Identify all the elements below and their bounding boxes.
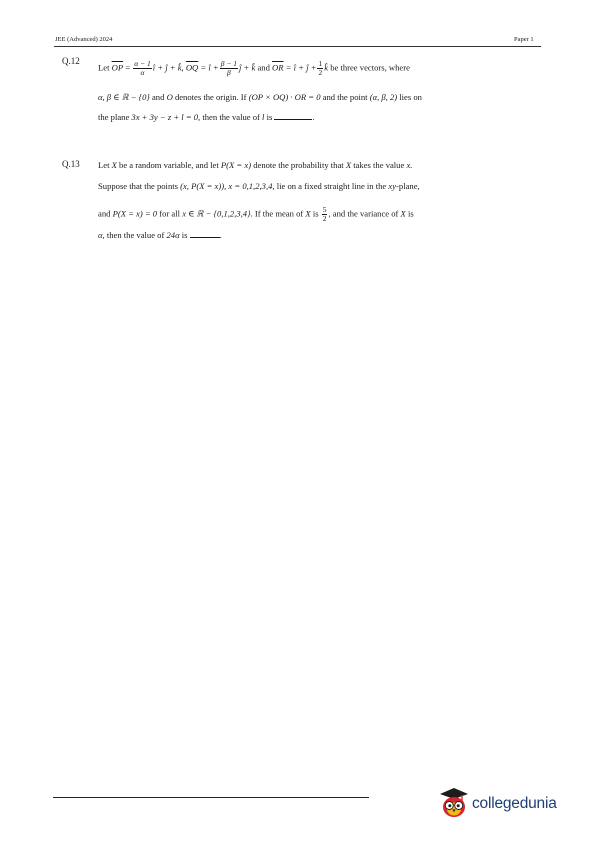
vector-op: $\overline{OP}$: [111, 62, 124, 73]
answer-expression: 24α: [166, 230, 180, 240]
vector-or: $\overline{OR}$: [272, 62, 284, 73]
q13-text: is: [181, 230, 188, 240]
q12-line-3: [98, 111, 543, 123]
q13-text: , and the variance of: [328, 208, 399, 219]
q12-text: is: [266, 112, 273, 122]
question-number-12: Q.12: [62, 56, 80, 66]
or-tail: k̂: [324, 62, 329, 73]
probability-zero-expr: P(X = x) = 0: [112, 208, 158, 219]
q13-period: .: [219, 230, 222, 240]
oq-denominator: β: [226, 68, 231, 77]
q13-text: be a random variable, and let: [119, 160, 219, 170]
mean-numerator: 5: [322, 205, 327, 214]
vector-oq: $\overline{OQ}$: [185, 62, 199, 73]
mean-fraction: [322, 206, 328, 223]
oq-fraction: [220, 60, 238, 77]
or-head: = î + ĵ +: [285, 62, 317, 73]
q13-text: Suppose that the points: [98, 181, 178, 191]
origin-symbol: O: [166, 92, 173, 102]
point-coordinates: (α, β, 2): [369, 92, 398, 102]
oq-tail: ĵ + k̂: [239, 62, 256, 73]
op-tail: î + ĵ + k̂,: [152, 62, 184, 73]
q12-line-2: [98, 91, 543, 103]
answer-blank: [190, 237, 220, 238]
oq-head: = î +: [200, 62, 219, 73]
logo-wordmark: collegedunia: [472, 795, 557, 812]
q13-text: is: [407, 208, 414, 219]
q13-text: lie on a fixed straight line in the: [276, 181, 387, 191]
excluded-set: x ∈ ℝ − {0,1,2,3,4}.: [182, 208, 253, 219]
probability-expr: P(X = x): [220, 160, 252, 170]
collegedunia-logo: [437, 782, 557, 822]
q12-text: then the value of: [202, 112, 260, 122]
header-divider: [54, 46, 541, 47]
alpha-symbol: α,: [98, 230, 105, 240]
op-numerator: α − 1: [134, 59, 151, 68]
mean-denominator: 2: [322, 214, 327, 223]
paper-label: Paper 1: [514, 36, 534, 43]
q12-and: and: [257, 62, 270, 73]
q12-text: denotes the origin. If: [174, 92, 247, 102]
q13-text: denote the probability that: [253, 160, 344, 170]
q13-text: If the mean of: [254, 208, 304, 219]
random-variable-x: X: [345, 160, 352, 170]
op-fraction: [133, 60, 152, 77]
points-expr: (x, P(X = x)),: [180, 181, 227, 191]
q13-text: is: [312, 208, 319, 219]
or-fraction: [317, 60, 323, 77]
q13-line-1: [98, 159, 543, 171]
q12-text: and the point: [322, 92, 368, 102]
exam-title: JEE (Advanced) 2024: [55, 36, 113, 43]
q13-text: -plane,: [396, 181, 420, 191]
q13-text: Let: [98, 160, 110, 170]
q12-text: the plane: [98, 112, 130, 122]
variable-l: l: [262, 112, 265, 122]
footer-divider: [53, 797, 369, 798]
random-variable-x: X: [400, 208, 406, 219]
x-values: x = 0,1,2,3,4,: [228, 181, 275, 191]
plane-equation: 3x + 3y − z + l = 0,: [131, 112, 201, 122]
triple-product-condition: (OP × OQ) · OR = 0: [248, 92, 321, 102]
q12-period: .: [312, 112, 315, 122]
op-denominator: α: [140, 68, 145, 77]
random-variable-x: X: [111, 160, 117, 170]
q13-text: then the value of: [106, 230, 165, 240]
alpha-beta-domain: α, β ∈ ℝ − {0}: [98, 92, 150, 102]
or-denominator: 2: [318, 68, 323, 77]
or-numerator: 1: [318, 59, 323, 68]
q12-text: lies on: [399, 92, 422, 102]
q12-let: Let: [98, 62, 110, 73]
q13-text: for all: [159, 208, 181, 219]
question-number-13: Q.13: [62, 159, 80, 169]
q12-text: and: [151, 92, 165, 102]
oq-numerator: β − 1: [220, 59, 237, 68]
q12-line1-end: be three vectors, where: [330, 62, 410, 73]
q13-line-2: [98, 180, 543, 192]
q13-text: and: [98, 208, 111, 219]
answer-blank: [274, 119, 312, 120]
random-variable-x: X: [305, 208, 311, 219]
q12-line-1: Let $\overline{OP}$ = $\frac{\alpha - 1}{\alpha}$ î + ĵ + k̂, $\overline{OQ}$ = î + $\frac{\beta - 1}{\beta}$ ĵ + k̂ and $\overline{OR}$ = î + ĵ + $\frac{1}{2}$ k̂ be three vectors, where: [98, 59, 410, 77]
xy-symbol: xy: [388, 181, 397, 191]
q13-text: takes the value: [353, 160, 405, 170]
value-x: x.: [406, 160, 413, 170]
q13-line-3: [98, 206, 543, 223]
owl-mascot-icon: [437, 785, 471, 819]
q13-line-4: [98, 229, 543, 241]
